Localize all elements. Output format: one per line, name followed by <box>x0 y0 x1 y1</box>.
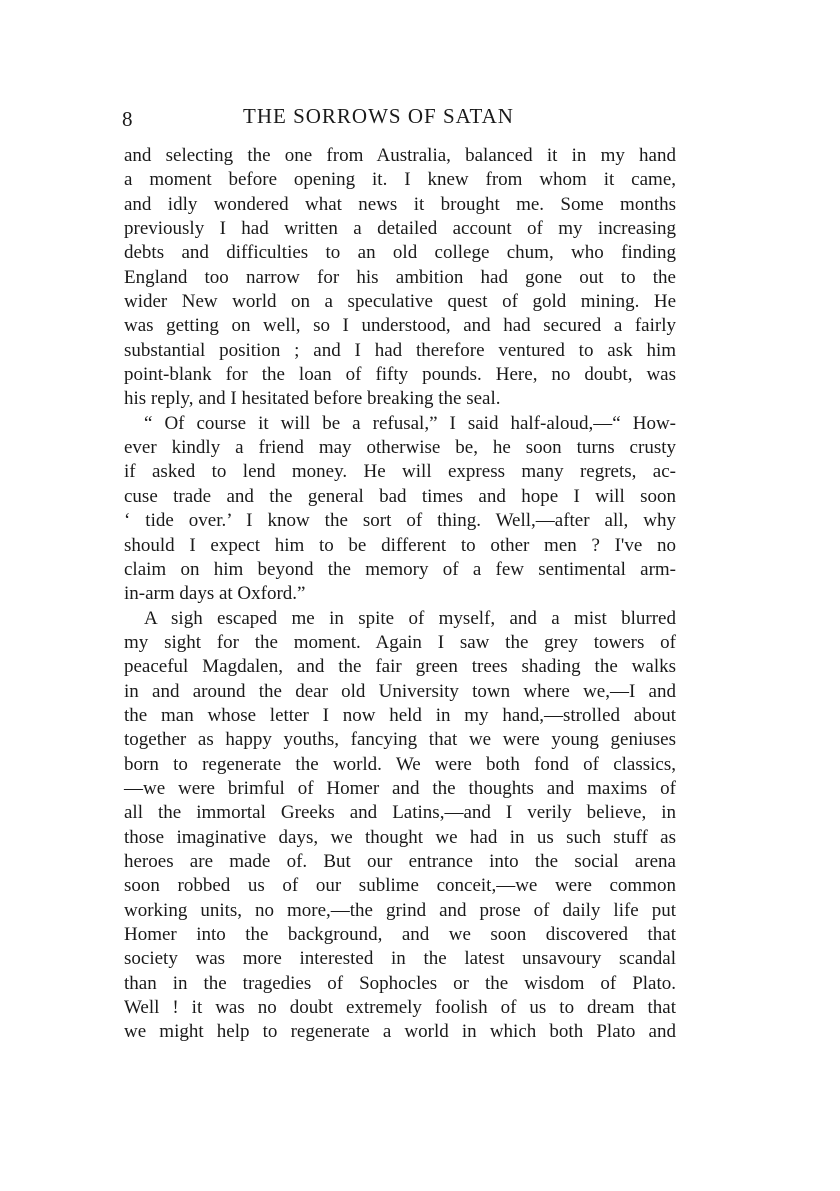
text-line: substantial position ; and I had therefore ventured to ask him <box>124 339 676 361</box>
text-line: point-blank for the loan of fifty pounds. Here, no doubt, was <box>124 364 676 386</box>
text-line: we might help to regenerate a world in which both Plato and <box>124 1021 676 1043</box>
text-line: his reply, and I hesitated before breaking the seal. <box>124 388 501 410</box>
text-line: should I expect him to be different to other men ? I've no <box>124 534 676 556</box>
page-number: 8 <box>122 107 133 131</box>
text-line: and selecting the one from Australia, balanced it in my hand <box>124 145 676 166</box>
text-line: in and around the dear old University town where we,—I and <box>124 680 676 702</box>
text-line: all the immortal Greeks and Latins,—and I verily believe, in <box>124 802 676 824</box>
text-line: claim on him beyond the memory of a few sentimental arm- <box>124 558 676 580</box>
text-line: heroes are made of. But our entrance into the social arena <box>124 850 676 872</box>
text-line: those imaginative days, we thought we had in us such stuff as <box>124 826 676 848</box>
text-line: was getting on well, so I understood, and had secured a fairly <box>124 315 676 337</box>
text-line: soon robbed us of our sublime conceit,—we were common <box>124 875 676 897</box>
text-line: cuse trade and the general bad times and hope I will soon <box>124 485 676 507</box>
text-line: in-arm days at Oxford.” <box>124 583 306 605</box>
text-line: debts and difficulties to an old college chum, who finding <box>124 242 676 264</box>
text-line: society was more interested in the latest unsavoury scandal <box>124 948 676 970</box>
text-line: if asked to lend money. He will express many regrets, ac- <box>124 461 676 483</box>
text-line: “ Of course it will be a refusal,” I said half-aloud,—“ How- <box>144 412 676 434</box>
text-line: the man whose letter I now held in my hand,—strolled about <box>124 704 676 726</box>
text-line: ever kindly a friend may otherwise be, he soon turns crusty <box>124 437 676 459</box>
text-line: wider New world on a speculative quest of gold mining. He <box>124 291 676 313</box>
text-line: previously I had written a detailed account of my increasing <box>124 218 676 240</box>
text-line: a moment before opening it. I knew from whom it came, <box>124 169 676 191</box>
text-line: than in the tragedies of Sophocles or the wisdom of Plato. <box>124 972 676 994</box>
text-line: ‘ tide over.’ I know the sort of thing. Well,—after all, why <box>124 510 676 532</box>
text-line: working units, no more,—the grind and prose of daily life put <box>124 899 676 921</box>
text-line: Well ! it was no doubt extremely foolish of us to dream that <box>124 997 676 1019</box>
text-line: my sight for the moment. Again I saw the grey towers of <box>124 631 676 653</box>
text-line: England too narrow for his ambition had gone out to the <box>124 266 676 288</box>
text-line: —we were brimful of Homer and the thoughts and maxims of <box>124 777 676 799</box>
text-line: Homer into the background, and we soon discovered that <box>124 924 676 945</box>
text-line: peaceful Magdalen, and the fair green trees shading the walks <box>124 656 676 678</box>
body-text <box>124 144 676 1045</box>
text-line: together as happy youths, fancying that we were young geniuses <box>124 729 676 751</box>
running-head: THE SORROWS OF SATAN <box>243 104 514 128</box>
text-line: and idly wondered what news it brought me. Some months <box>124 193 676 215</box>
text-line: A sigh escaped me in spite of myself, and a mist blurred <box>144 607 676 629</box>
text-line: born to regenerate the world. We were both fond of classics, <box>124 753 676 775</box>
